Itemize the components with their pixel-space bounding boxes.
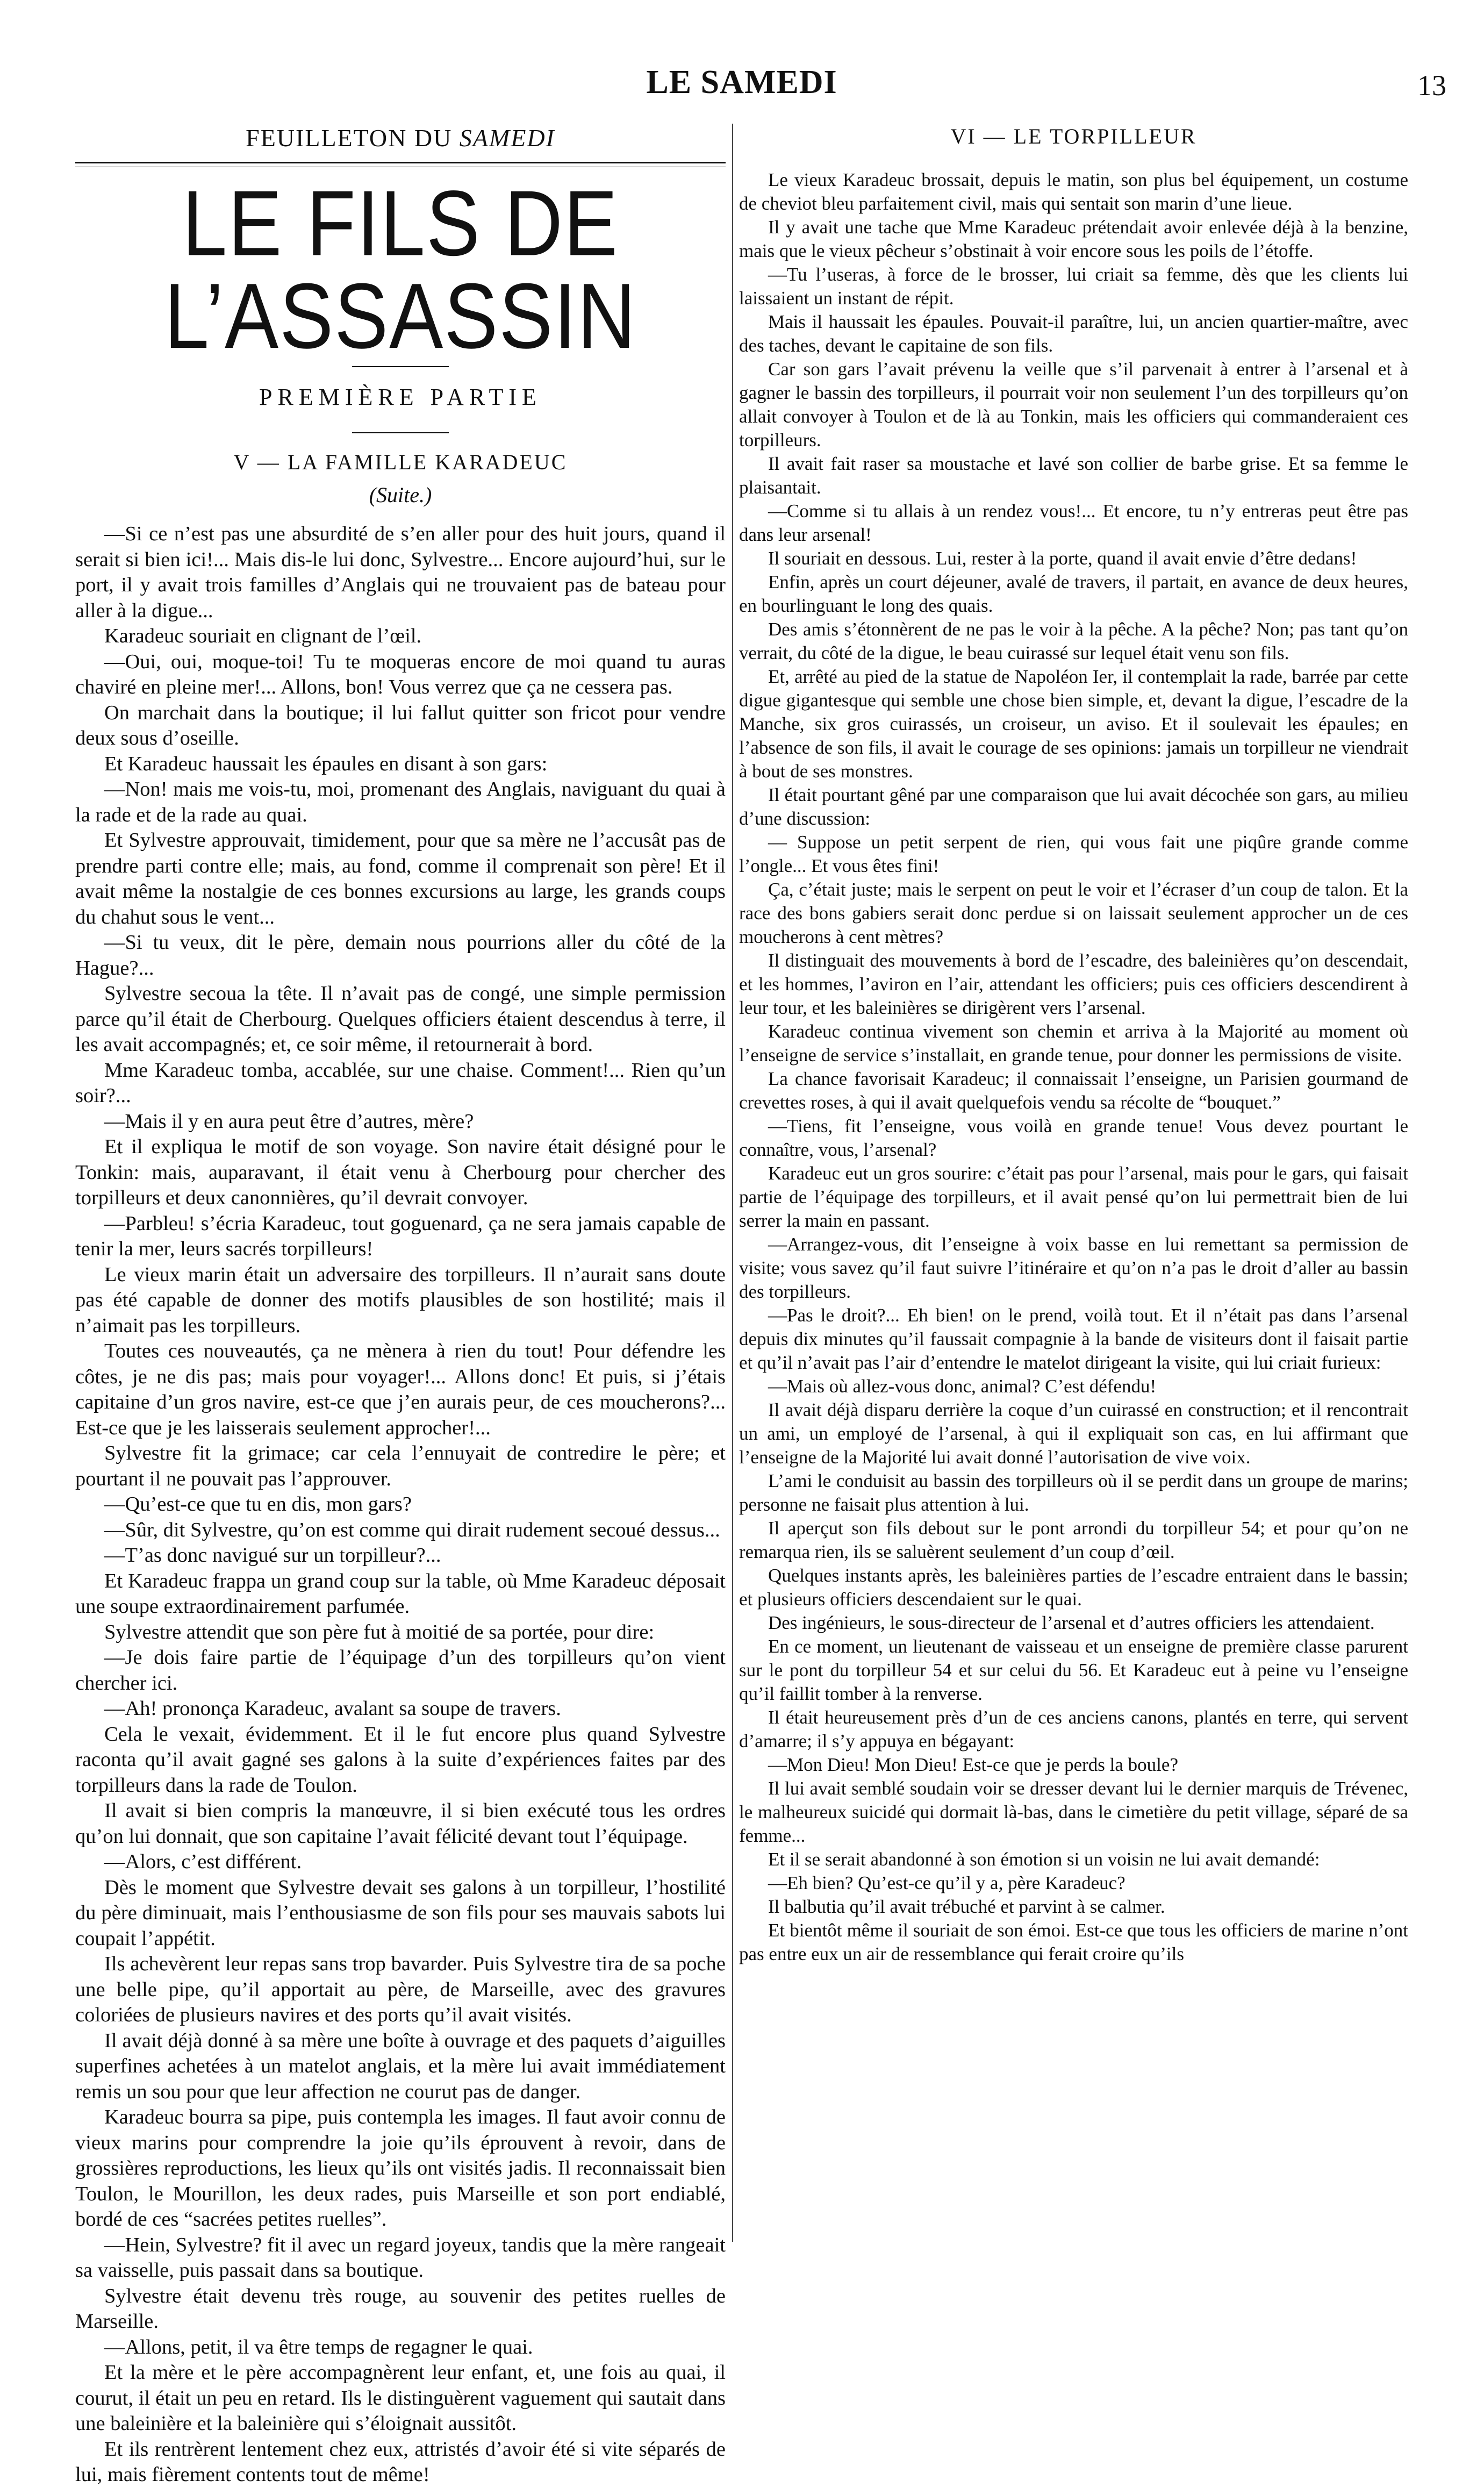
paragraph: Et la mère et le père accompagnèrent leur enfant, et, une fois au quai, il courut, il était un peu en retard. Ils le distinguèrent vaguement qui sautait dans une baleinière et la baleinière qui s’éloignait aussitôt. xyxy=(75,2361,726,2435)
page-header xyxy=(0,0,1484,102)
paragraph: —Mais où allez-vous donc, animal? C’est défendu! xyxy=(768,1376,1157,1397)
paragraph: —Ah! prononça Karadeuc, avalant sa soupe de travers. xyxy=(104,1697,561,1720)
paragraph: Sylvestre attendit que son père fut à moitié de sa portée, pour dire: xyxy=(104,1620,655,1643)
paragraph: Il lui avait semblé soudain voir se dresser devant lui le dernier marquis de Trévenec, le malheureux suicidé qui dormait là-bas, dans le cimetière du petit village, séparé de sa femme... xyxy=(739,1778,1408,1846)
column-divider xyxy=(732,124,733,2242)
paragraph: La chance favorisait Karadeuc; il connaissait l’enseigne, un Parisien gourmand de crevettes roses, à qui il avait quelquefois vendu sa récolte de “bouquet.” xyxy=(739,1068,1408,1113)
paragraph: Et Karadeuc frappa un grand coup sur la table, où Mme Karadeuc déposait une soupe extraordinairement parfumée. xyxy=(75,1569,726,1618)
paragraph: Ça, c’était juste; mais le serpent on peut le voir et l’écraser d’un coup de talon. Et la race des bons gabiers serait donc perdue si on laissait seulement approcher un de ces moucherons à cent mètres? xyxy=(739,879,1408,947)
chapter-heading-5: V — LA FAMILLE KARADEUC xyxy=(233,450,568,474)
paragraph: Car son gars l’avait prévenu la veille que s’il parvenait à entrer à l’arsenal et à gagner le bassin des torpilleurs, il pourrait voir non seulement l’un des torpilleurs qu’on allait convoyer à Toulon et de là au Tonkin, mais les officiers qui commanderaient ces torpilleurs. xyxy=(739,359,1408,451)
chapter-heading-6: VI — LE TORPILLEUR xyxy=(950,124,1197,148)
paragraph: Karadeuc eut un gros sourire: c’était pas pour l’arsenal, mais pour le gars, qui faisait partie de l’équipage des torpilleurs, et il avait pensé qu’on lui permettrait bien de lui serrer la main en passant. xyxy=(739,1163,1408,1231)
paragraph: Sylvestre était devenu très rouge, au souvenir des petites ruelles de Marseille. xyxy=(75,2284,726,2333)
suite-note: (Suite.) xyxy=(369,483,432,507)
paragraph: Il balbutia qu’il avait trébuché et parvint à se calmer. xyxy=(768,1896,1165,1917)
paragraph: Des amis s’étonnèrent de ne pas le voir à la pêche. A la pêche? Non; pas tant qu’on verrait, du côté de la digue, le beau cuirassé sur lequel était venu son fils. xyxy=(739,619,1408,663)
paragraph: Et ils rentrèrent lentement chez eux, attristés d’avoir été si vite séparés de lui, mais fièrement contents tout de même! xyxy=(75,2437,726,2486)
left-column xyxy=(75,124,726,2486)
left-body-text xyxy=(75,521,726,2488)
paragraph: Des ingénieurs, le sous-directeur de l’arsenal et d’autres officiers les attendaient. xyxy=(768,1612,1375,1633)
right-body-text xyxy=(739,168,1408,1966)
paragraph: Et Sylvestre approuvait, timidement, pour que sa mère ne l’accusât pas de prendre parti contre elle; mais, au fond, comme il comprenait son père! Et il avait même la nostalgie de ces bonnes excursions au large, les grands coups du chahut sous le vent... xyxy=(75,829,726,928)
paragraph: Et Karadeuc haussait les épaules en disant à son gars: xyxy=(104,752,548,775)
paragraph: Dès le moment que Sylvestre devait ses galons à un torpilleur, l’hostilité du père diminuait, mais l’enthousiasme de son fils pour ses mauvais sabots lui coupait l’appétit. xyxy=(75,1876,726,1950)
paragraph: On marchait dans la boutique; il lui fallut quitter son fricot pour vendre deux sous d’oseille. xyxy=(75,701,726,749)
paragraph: Karadeuc bourra sa pipe, puis contempla les images. Il faut avoir connu de vieux marins pour comprendre la joie qu’ils éprouvent à revoir, dans de grossières reproductions, les lieux qu’ils ont visités jadis. Il reconnaissait bien Toulon, le Mourillon, les deux rades, puis Marseille et son port endiablé, bordé de ces “sacrées petites ruelles”. xyxy=(75,2106,726,2230)
paragraph: Le vieux Karadeuc brossait, depuis le matin, son plus bel équipement, un costume de cheviot bleu parfaitement civil, mais qui sentait son marin d’une lieue. xyxy=(739,169,1408,214)
paragraph: —Alors, c’est différent. xyxy=(104,1850,302,1873)
paragraph: —Je dois faire partie de l’équipage d’un des torpilleurs qu’on vient chercher ici. xyxy=(75,1646,726,1695)
paragraph: Il avait si bien compris la manœuvre, il si bien exécuté tous les ordres qu’on lui donnait, que son capitaine l’avait félicité devant tout l’équipage. xyxy=(75,1799,726,1848)
part-heading: PREMIÈRE PARTIE xyxy=(259,384,542,410)
feuilleton-title: LE FILS DE L’ASSASSIN xyxy=(164,171,637,368)
paragraph: Karadeuc continua vivement son chemin et arriva à la Majorité au moment où l’enseigne de service s’installait, en grande tenue, pour donner les permissions de visite. xyxy=(739,1021,1408,1066)
paragraph: Ils achevèrent leur repas sans trop bavarder. Puis Sylvestre tira de sa poche une belle pipe, qu’il apportait au père, de Marseille, avec des gravures coloriées de plusieurs navires et des ports qu’il avait visités. xyxy=(75,1953,726,2026)
title-rule xyxy=(75,162,726,167)
paragraph: L’ami le conduisit au bassin des torpilleurs où il se perdit dans un groupe de marins; personne ne faisait plus attention à lui. xyxy=(739,1470,1408,1515)
paragraph: —Si tu veux, dit le père, demain nous pourrions aller du côté de la Hague?... xyxy=(75,931,726,980)
part-separator xyxy=(352,432,449,433)
paragraph: —Mais il y en aura peut être d’autres, mère? xyxy=(104,1110,474,1133)
paragraph: Il était heureusement près d’un de ces anciens canons, plantés en terre, qui servent d’amarre; il s’y appuya en bégayant: xyxy=(739,1707,1408,1751)
paragraph: —Oui, oui, moque-toi! Tu te moqueras encore de moi quand tu auras chaviré en pleine mer!... Allons, bon! Vous verrez que ça ne cessera pas. xyxy=(75,650,726,698)
paragraph: — Suppose un petit serpent de rien, qui vous fait une piqûre grande comme l’ongle... Et vous êtes fini! xyxy=(739,832,1408,876)
paragraph: Et il expliqua le motif de son voyage. Son navire était désigné pour le Tonkin: mais, auparavant, il était venu à Cherbourg pour chercher des torpilleurs et deux canonnières, qu’il devrait convoyer. xyxy=(75,1135,726,1209)
paragraph: —Pas le droit?... Eh bien! on le prend, voilà tout. Et il n’était pas dans l’arsenal depuis dix minutes qu’il faussait compagnie à la bande de visiteurs dont il faisait partie et qu’il n’avait pas l’air d’entendre le matelot dirigeant la visite, qui lui criait furieux: xyxy=(739,1305,1408,1373)
paragraph: Toutes ces nouveautés, ça ne mènera à rien du tout! Pour défendre les côtes, je ne dis pas; mais pour voyager!... Allons donc! Et puis, si j’étais capitaine d’un gros navire, est-ce que j’en aurais peur, de ces moucherons?... Est-ce que je les laisserais seulement approcher!... xyxy=(75,1340,726,1439)
feuilleton-label xyxy=(75,124,726,152)
paragraph: Il y avait une tache que Mme Karadeuc prétendait avoir enlevée déjà à la benzine, mais que le vieux pêcheur s’obstinait à voir encore sous les poils de l’étoffe. xyxy=(739,217,1408,261)
paragraph: Il souriait en dessous. Lui, rester à la porte, quand il avait envie d’être dedans! xyxy=(768,548,1357,569)
paragraph: Quelques instants après, les baleinières parties de l’escadre entraient dans le bassin; et plusieurs officiers descendaient sur le quai. xyxy=(739,1565,1408,1610)
paragraph: Il était pourtant gêné par une comparaison que lui avait décochée son gars, au milieu d’une discussion: xyxy=(739,784,1408,829)
feuilleton-name: SAMEDI xyxy=(459,124,555,152)
paragraph: Il aperçut son fils debout sur le pont arrondi du torpilleur 54; et pour qu’on ne remarqua rien, ils se saluèrent seulement d’un coup d’œil. xyxy=(739,1518,1408,1562)
paragraph: Il avait déjà disparu derrière la coque d’un cuirassé en construction; et il rencontrait un ami, un employé de l’arsenal, à qui il expliquait son cas, en lui affirmant que l’enseigne de la Majorité lui avait donné l’autorisation de vive voix. xyxy=(739,1399,1408,1468)
paragraph: —Mon Dieu! Mon Dieu! Est-ce que je perds la boule? xyxy=(768,1754,1178,1775)
paragraph: Karadeuc souriait en clignant de l’œil. xyxy=(104,625,422,647)
paragraph: —Non! mais me vois-tu, moi, promenant des Anglais, naviguant du quai à la rade et de la rade au quai. xyxy=(75,778,726,826)
paragraph: Et il se serait abandonné à son émotion si un voisin ne lui avait demandé: xyxy=(768,1849,1320,1870)
right-column xyxy=(739,124,1408,2253)
paragraph: —Allons, petit, il va être temps de regagner le quai. xyxy=(104,2335,533,2358)
paragraph: —Eh bien? Qu’est-ce qu’il y a, père Karadeuc? xyxy=(768,1872,1125,1893)
paragraph: —Tiens, fit l’enseigne, vous voilà en grande tenue! Vous devez pourtant le connaître, vous, l’arsenal? xyxy=(739,1116,1408,1160)
paragraph: —Comme si tu allais à un rendez vous!... Et encore, tu n’y entreras peut être pas dans leur arsenal! xyxy=(739,501,1408,545)
paragraph: —Tu l’useras, à force de le brosser, lui criait sa femme, dès que les clients lui laissaient un instant de répit. xyxy=(739,264,1408,309)
paragraph: Mais il haussait les épaules. Pouvait-il paraître, lui, un ancien quartier-maître, avec des taches, devant le capitaine de son fils. xyxy=(739,311,1408,356)
paragraph: Il distinguait des mouvements à bord de l’escadre, des baleinières qu’on descendait, et les hommes, l’aviron en l’air, attendant les officiers; puis ces officiers descendirent à leur tour, et les baleinières se dirigèrent vers l’arsenal. xyxy=(739,950,1408,1018)
paragraph: Il avait fait raser sa moustache et lavé son collier de barbe grise. Et sa femme le plaisantait. xyxy=(739,453,1408,498)
paragraph: —Arrangez-vous, dit l’enseigne à voix basse en lui remettant sa permission de visite; vous savez qu’il faut suivre l’itinéraire et qu’on n’a pas le droit d’aller au bassin des torpilleurs. xyxy=(739,1234,1408,1302)
paragraph: Mme Karadeuc tomba, accablée, sur une chaise. Comment!... Rien qu’un soir?... xyxy=(75,1059,726,1107)
paragraph: Le vieux marin était un adversaire des torpilleurs. Il n’aurait sans doute pas été capable de donner des motifs plausibles de son hostilité; mais il n’aimait pas les torpilleurs. xyxy=(75,1263,726,1337)
paragraph: Enfin, après un court déjeuner, avalé de travers, il partait, en avance de deux heures, en bourlinguant le long des quais. xyxy=(739,571,1408,616)
paragraph: —Si ce n’est pas une absurdité de s’en aller pour des huit jours, quand il serait si bien ici!... Mais dis-le lui donc, Sylvestre... Encore aujourd’hui, sur le port, il y avait trois familles d’Anglais qui ne trouvaient pas de bateau pour aller à la digue... xyxy=(75,523,726,622)
paragraph: Sylvestre fit la grimace; car cela l’ennuyait de contredire le père; et pourtant il ne pouvait pas l’approuver. xyxy=(75,1442,726,1490)
paragraph: Il avait déjà donné à sa mère une boîte à ouvrage et des paquets d’aiguilles superfines achetées à un matelot anglais, et la mère lui avait immédiatement remis un sou pour que leur affection ne courut pas de danger. xyxy=(75,2029,726,2103)
paragraph: —Parbleu! s’écria Karadeuc, tout goguenard, ça ne sera jamais capable de tenir la mer, leurs sacrés torpilleurs! xyxy=(75,1212,726,1260)
paragraph: En ce moment, un lieutenant de vaisseau et un enseigne de première classe parurent sur le pont du torpilleur 54 et sur celui du 56. Et Karadeuc eut à peine vu l’enseigne qu’il faillit tomber à la renverse. xyxy=(739,1636,1408,1704)
paragraph: Sylvestre secoua la tête. Il n’avait pas de congé, une simple permission parce qu’il était de Cherbourg. Quelques officiers étaient descendus à terre, il les avait accompagnés; et, ce soir même, il retournerait à bord. xyxy=(75,982,726,1056)
paragraph: —Hein, Sylvestre? fit il avec un regard joyeux, tandis que la mère rangeait sa vaisselle, puis passait dans sa boutique. xyxy=(75,2233,726,2282)
masthead: LE SAMEDI xyxy=(646,64,837,101)
paragraph: —Qu’est-ce que tu en dis, mon gars? xyxy=(104,1493,412,1515)
page-number: 13 xyxy=(1417,69,1446,102)
paragraph: —Sûr, dit Sylvestre, qu’on est comme qui dirait rudement secoué dessus... xyxy=(104,1518,720,1541)
feuilleton-prefix: FEUILLETON DU xyxy=(246,124,453,152)
paragraph: Cela le vexait, évidemment. Et il le fut encore plus quand Sylvestre raconta qu’il avait gagné ses galons à la suite d’expériences faites par des torpilleurs dans la rade de Toulon. xyxy=(75,1722,726,1797)
paragraph: Et, arrêté au pied de la statue de Napoléon Ier, il contemplait la rade, barrée par cette digue gigantesque qui semble une chose bien simple, et, devant la digue, l’escadre de la Manche, six gros cuirassés, un croiseur, un aviso. Et il soulevait les épaules; en l’absence de son fils, il avait le courage de ses opinions: jamais un torpilleur ne viendrait à bout de ses monstres. xyxy=(739,666,1408,782)
paragraph: —T’as donc navigué sur un torpilleur?... xyxy=(104,1544,441,1567)
paragraph: Et bientôt même il souriait de son émoi. Est-ce que tous les officiers de marine n’ont pas entre eux un air de ressemblance qui ferait croire qu’ils xyxy=(739,1920,1408,1964)
